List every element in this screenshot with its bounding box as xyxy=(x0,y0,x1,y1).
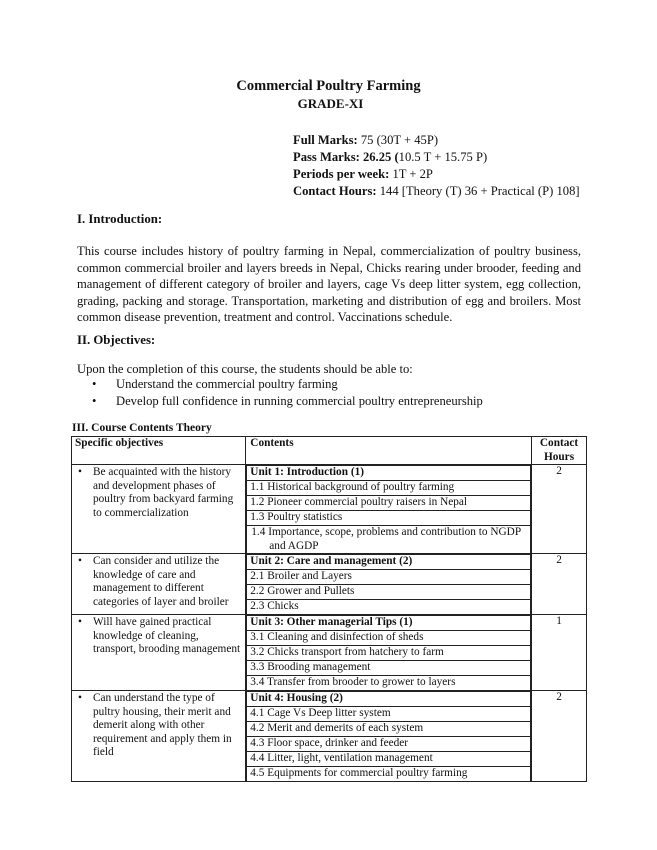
topic-item: 4.5 Equipments for commercial poultry farming xyxy=(247,767,531,782)
unit-contents xyxy=(246,465,531,553)
marks-info xyxy=(293,132,580,200)
pass-marks-label: Pass Marks: xyxy=(293,150,360,164)
unit-title: Unit 4: Housing (2) xyxy=(247,692,531,707)
contact-hours xyxy=(293,183,580,200)
topic-item: 2.3 Chicks xyxy=(247,600,531,615)
introduction-body: This course includes history of poultry farming in Nepal, commercialization of poultry business, common commercial broiler and layers breeds in Nepal, Chicks rearing under brooder, feeding and management of different category of broiler and layers, cage Vs deep litter system, egg collection, grading, packing and storage. Transportation, marketing and distribution of egg and broilers. Most common disease prevention, treatment and control. Vaccinations schedule. xyxy=(77,244,581,324)
pass-marks-value: 10.5 T + 15.75 P) xyxy=(398,150,488,164)
contact-hours-cell: 1 xyxy=(532,615,587,691)
objectives-list xyxy=(92,376,483,410)
objective-text: • Can understand the type of pultry housing, their merit and demerit along with other requirement and apply them in field xyxy=(75,691,242,760)
unit-contents xyxy=(246,615,531,690)
table-row xyxy=(72,554,587,615)
table-row xyxy=(72,465,587,554)
full-marks xyxy=(293,132,580,149)
objective-item: • Develop full confidence in running commercial poultry entrepreneurship xyxy=(92,393,483,410)
pass-marks-total: 26.25 ( xyxy=(359,150,399,164)
objectives-heading: II. Objectives: xyxy=(77,333,156,347)
pass-marks xyxy=(293,149,580,166)
periods-value: 1T + 2P xyxy=(389,167,433,181)
objective-item: • Understand the commercial poultry farming xyxy=(92,376,483,393)
periods-label: Periods per week: xyxy=(293,167,390,181)
full-marks-value: 75 (30T + 45P) xyxy=(357,133,439,147)
contact-hours-label: Contact Hours: xyxy=(293,184,377,198)
grade-label: GRADE-XI xyxy=(297,96,364,111)
objectives-lead: Upon the completion of this course, the students should be able to: xyxy=(77,362,413,376)
topic-item: 4.1 Cage Vs Deep litter system xyxy=(247,707,531,722)
table-header-row xyxy=(72,437,587,465)
topic-item: 4.3 Floor space, drinker and feeder xyxy=(247,737,531,752)
topic-item: 3.1 Cleaning and disinfection of sheds xyxy=(247,631,531,646)
full-marks-label: Full Marks: xyxy=(293,133,358,147)
table-row xyxy=(72,691,587,782)
topic-item: 1.3 Poultry statistics xyxy=(247,511,531,526)
unit-contents xyxy=(246,554,531,614)
unit-contents xyxy=(246,691,531,781)
course-title: Commercial Poultry Farming xyxy=(236,78,421,94)
topic-item: 3.3 Brooding management xyxy=(247,661,531,676)
periods-per-week xyxy=(293,166,580,183)
contact-hours-cell: 2 xyxy=(532,554,587,615)
contact-hours-cell: 2 xyxy=(532,691,587,782)
topic-item: 3.2 Chicks transport from hatchery to farm xyxy=(247,646,531,661)
topic-item: 3.4 Transfer from brooder to grower to layers xyxy=(247,676,531,691)
topic-item: 1.1 Historical background of poultry farming xyxy=(247,481,531,496)
course-contents-heading: III. Course Contents Theory xyxy=(72,422,212,434)
column-header-contents: Contents xyxy=(246,437,532,465)
unit-title: Unit 2: Care and management (2) xyxy=(247,555,531,570)
table-row xyxy=(72,615,587,691)
contact-hours-value: 144 [Theory (T) 36 + Practical (P) 108] xyxy=(376,184,580,198)
topic-item: 2.2 Grower and Pullets xyxy=(247,585,531,600)
contact-hours-cell: 2 xyxy=(532,465,587,554)
topic-item: 2.1 Broiler and Layers xyxy=(247,570,531,585)
topic-item: 4.2 Merit and demerits of each system xyxy=(247,722,531,737)
introduction-heading: I. Introduction: xyxy=(77,212,163,226)
column-header-objectives: Specific objectives xyxy=(72,437,246,465)
topic-item: 4.4 Litter, light, ventilation management xyxy=(247,752,531,767)
document-title-block xyxy=(0,78,657,112)
objective-text: • Can consider and utilize the knowledge of care and management to different categories of layer and broiler xyxy=(75,554,242,609)
course-contents-table xyxy=(71,436,587,782)
column-header-hours: Contact Hours xyxy=(532,437,587,465)
topic-item: 1.2 Pioneer commercial poultry raisers in Nepal xyxy=(247,496,531,511)
unit-title: Unit 3: Other managerial Tips (1) xyxy=(247,616,531,631)
topic-item: 1.4 Importance, scope, problems and contribution to NGDP and AGDP xyxy=(247,526,531,554)
objective-text: • Will have gained practical knowledge of cleaning, transport, brooding management xyxy=(75,615,242,657)
unit-title: Unit 1: Introduction (1) xyxy=(247,466,531,481)
objective-text: • Be acquainted with the history and development phases of poultry from backyard farming to commercialization xyxy=(75,465,242,520)
